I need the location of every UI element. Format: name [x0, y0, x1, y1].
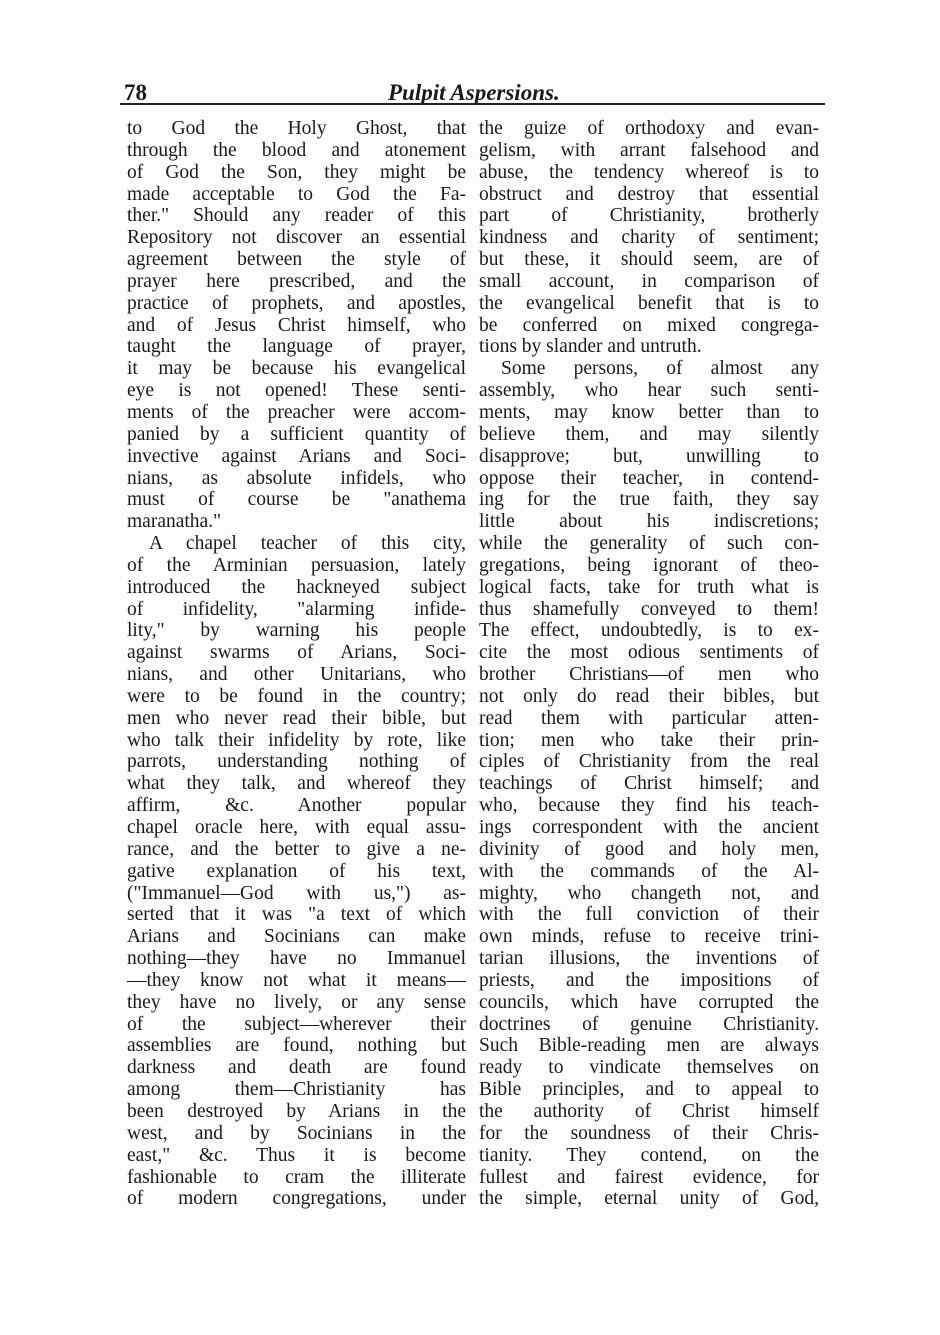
- text-line: thus shamefully conveyed to them!: [479, 598, 819, 620]
- text-line: fullest and fairest evidence, for: [479, 1166, 819, 1188]
- text-line: cite the most odious sentiments of: [479, 642, 819, 664]
- text-line: divinity of good and holy men,: [479, 838, 819, 860]
- text-line: ings correspondent with the ancient: [479, 817, 819, 838]
- text-line: what they talk, and whereof they: [127, 773, 466, 795]
- text-line: gregations, being ignorant of theo-: [479, 554, 819, 576]
- text-line: introduced the hackneyed subject: [127, 576, 466, 598]
- text-line: obstruct and destroy that essential: [479, 183, 819, 205]
- text-line: agreement between the style of: [127, 249, 466, 271]
- text-line: chapel oracle here, with equal assu-: [127, 817, 466, 838]
- text-line: tarian illusions, the inventions of: [479, 948, 819, 970]
- text-line: Arians and Socinians can make: [127, 926, 466, 948]
- text-line: ing for the true faith, they say: [479, 489, 819, 511]
- text-line: Such Bible-reading men are always: [479, 1035, 819, 1057]
- header-rule: [120, 103, 825, 105]
- text-line: been destroyed by Arians in the: [127, 1100, 466, 1122]
- text-line: lity," by warning his people: [127, 620, 466, 642]
- text-line: west, and by Socinians in the: [127, 1122, 466, 1144]
- text-line: the guize of orthodoxy and evan-: [479, 118, 819, 139]
- text-line: of the subject—wherever their: [127, 1013, 466, 1035]
- text-line: ready to vindicate themselves on: [479, 1057, 819, 1079]
- text-line: assemblies are found, nothing but: [127, 1035, 466, 1057]
- text-line: —they know not what it means—: [127, 969, 466, 991]
- text-line: panied by a sufficient quantity of: [127, 423, 466, 445]
- text-line: ments, may know better than to: [479, 401, 819, 423]
- text-line: tianity. They contend, on the: [479, 1144, 819, 1166]
- text-line: taught the language of prayer,: [127, 336, 466, 358]
- text-line: east," &c. Thus it is become: [127, 1144, 466, 1166]
- text-line: mighty, who changeth not, and: [479, 882, 819, 904]
- text-line: not only do read their bibles, but: [479, 685, 819, 707]
- text-line: abuse, the tendency whereof is to: [479, 161, 819, 183]
- text-line: little about his indiscretions;: [479, 511, 819, 533]
- text-line: of God the Son, they might be: [127, 161, 466, 183]
- text-line: small account, in comparison of: [479, 270, 819, 292]
- text-line: fashionable to cram the illiterate: [127, 1166, 466, 1188]
- text-line: nians, and other Unitarians, who: [127, 664, 466, 686]
- text-line: tions by slander and untruth.: [479, 336, 702, 358]
- text-line: and of Jesus Christ himself, who: [127, 314, 466, 336]
- text-line: ments of the preacher were accom-: [127, 401, 466, 423]
- text-line: gelism, with arrant falsehood and: [479, 139, 819, 161]
- text-line: gative explanation of his text,: [127, 860, 466, 882]
- text-line: with the commands of the Al-: [479, 860, 819, 882]
- page-number: 78: [124, 80, 147, 105]
- text-line: ("Immanuel—God with us,") as-: [127, 882, 466, 904]
- text-line: who, because they find his teach-: [479, 795, 819, 817]
- text-line: eye is not opened! These senti-: [127, 380, 466, 402]
- text-line: teachings of Christ himself; and: [479, 773, 819, 795]
- text-line: be conferred on mixed congrega-: [479, 314, 819, 336]
- text-line: ciples of Christianity from the real: [479, 751, 819, 773]
- text-line: maranatha.": [127, 511, 222, 533]
- left-column: [127, 118, 466, 1210]
- text-line: it may be because his evangelical: [127, 358, 466, 380]
- text-line: kindness and charity of sentiment;: [479, 227, 819, 249]
- text-line: the simple, eternal unity of God,: [479, 1188, 819, 1210]
- text-line: rance, and the better to give a ne-: [127, 838, 466, 860]
- text-line: doctrines of genuine Christianity.: [479, 1013, 819, 1035]
- text-line: among them—Christianity has: [127, 1079, 466, 1101]
- text-line: must of course be "anathema: [127, 489, 466, 511]
- text-line: for the soundness of their Chris-: [479, 1122, 819, 1144]
- text-line: parrots, understanding nothing of: [127, 751, 466, 773]
- text-line: tion; men who take their prin-: [479, 729, 819, 751]
- text-line: nothing—they have no Immanuel: [127, 948, 466, 970]
- text-line: ther." Should any reader of this: [127, 205, 466, 227]
- text-line: to God the Holy Ghost, that: [127, 118, 466, 139]
- text-line: were to be found in the country;: [127, 685, 466, 707]
- text-line: against swarms of Arians, Soci-: [127, 642, 466, 664]
- text-line: councils, which have corrupted the: [479, 991, 819, 1013]
- text-line: Some persons, of almost any: [501, 358, 819, 380]
- text-line: affirm, &c. Another popular: [127, 795, 466, 817]
- text-line: through the blood and atonement: [127, 139, 466, 161]
- text-line: logical facts, take for truth what is: [479, 576, 819, 598]
- text-line: read them with particular atten-: [479, 707, 819, 729]
- text-line: believe them, and may silently: [479, 423, 819, 445]
- text-line: with the full conviction of their: [479, 904, 819, 926]
- text-line: The effect, undoubtedly, is to ex-: [479, 620, 819, 642]
- text-line: darkness and death are found: [127, 1057, 466, 1079]
- text-line: A chapel teacher of this city,: [149, 533, 466, 555]
- text-line: disapprove; but, unwilling to: [479, 445, 819, 467]
- text-line: of the Arminian persuasion, lately: [127, 554, 466, 576]
- text-line: of infidelity, "alarming infide-: [127, 598, 466, 620]
- text-line: brother Christians—of men who: [479, 664, 819, 686]
- text-line: serted that it was "a text of which: [127, 904, 466, 926]
- text-line: who talk their infidelity by rote, like: [127, 729, 466, 751]
- text-line: assembly, who hear such senti-: [479, 380, 819, 402]
- text-line: Repository not discover an essential: [127, 227, 466, 249]
- text-line: own minds, refuse to receive trini-: [479, 926, 819, 948]
- right-column: [479, 118, 819, 1210]
- text-line: Bible principles, and to appeal to: [479, 1079, 819, 1101]
- text-line: the evangelical benefit that is to: [479, 292, 819, 314]
- text-line: the authority of Christ himself: [479, 1100, 819, 1122]
- text-line: men who never read their bible, but: [127, 707, 466, 729]
- text-line: oppose their teacher, in contend-: [479, 467, 819, 489]
- text-line: priests, and the impositions of: [479, 969, 819, 991]
- text-line: but these, it should seem, are of: [479, 249, 819, 271]
- text-line: part of Christianity, brotherly: [479, 205, 819, 227]
- text-line: they have no lively, or any sense: [127, 991, 466, 1013]
- text-line: prayer here prescribed, and the: [127, 270, 466, 292]
- running-title: Pulpit Aspersions.: [388, 80, 560, 105]
- text-line: nians, as absolute infidels, who: [127, 467, 466, 489]
- text-line: practice of prophets, and apostles,: [127, 292, 466, 314]
- text-line: of modern congregations, under: [127, 1188, 466, 1210]
- text-line: while the generality of such con-: [479, 533, 819, 555]
- text-line: invective against Arians and Soci-: [127, 445, 466, 467]
- text-line: made acceptable to God the Fa-: [127, 183, 466, 205]
